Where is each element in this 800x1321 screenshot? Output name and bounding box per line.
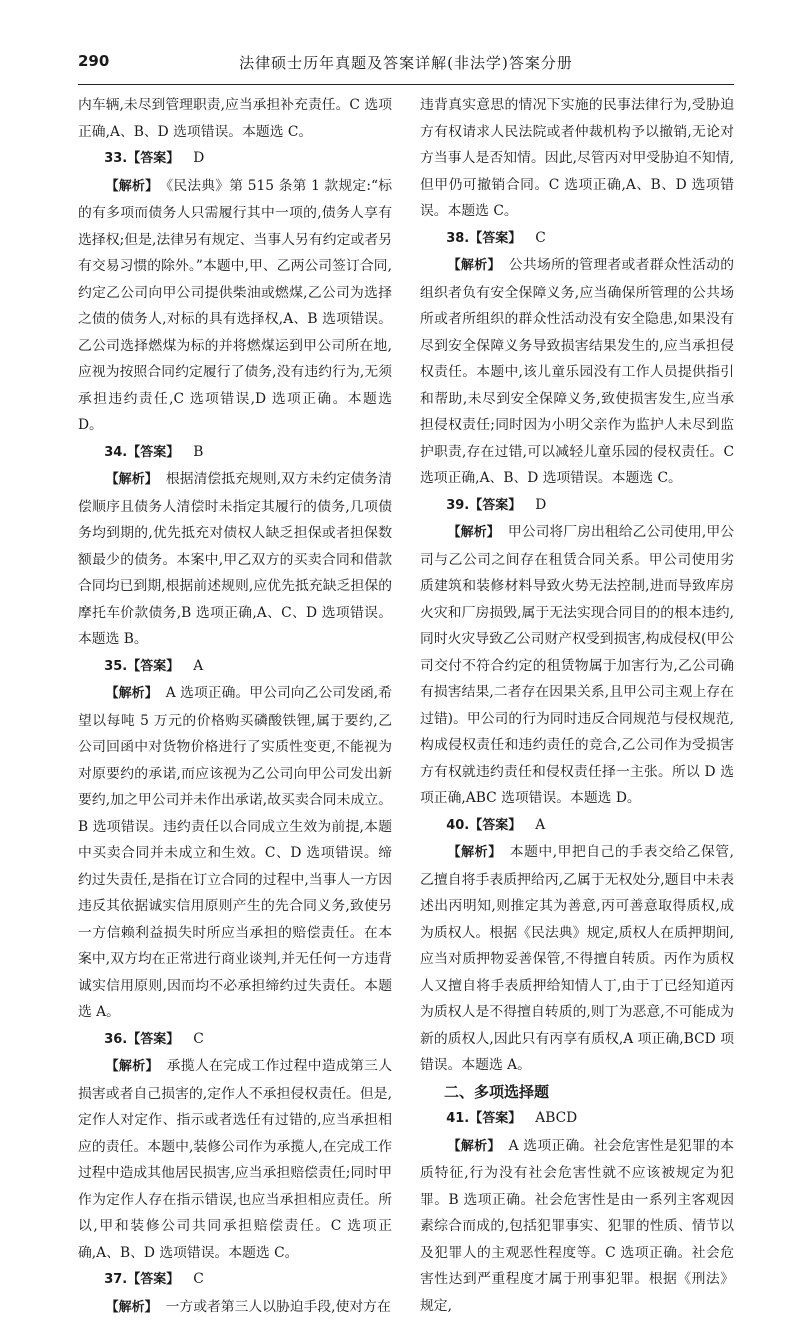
explanation-paragraph [420,1133,734,1320]
explanation-tag: 【解析】 [448,1139,501,1154]
explanation-tag: 【解析】 [106,1300,158,1315]
answer-value: A [535,817,545,833]
answer-line [420,812,734,840]
answer-value: B [193,444,203,460]
answer-label: 38.【答案】 [446,231,521,246]
explanation-paragraph [420,519,734,812]
paragraph-continued: 内车辆,未尽到管理职责,应当承担补充责任。C 选项正确,A、B、D 选项错误。本题选 C。 [78,92,392,145]
answer-label: 33.【答案】 [104,151,179,166]
answer-line [78,439,392,467]
explanation-paragraph [78,1294,392,1321]
explanation-paragraph [420,252,734,492]
answer-label: 37.【答案】 [104,1272,179,1287]
page-header [78,38,734,85]
right-column [420,92,734,1127]
explanation-text: 甲公司将厂房出租给乙公司使用,甲公司与乙公司之间存在租赁合同关系。甲公司使用劣质建筑和装修材料导致火势无法控制,进而导致库房火灾和厂房损毁,属于无法实现合同目的的根本违约,同时火灾导致乙公司财产权受到损害,构成侵权(甲公司交付不符合约定的租赁物属于加害行为,乙公司确有损害结果,二者存在因果关系,且甲公司主观上存在过错)。甲公司的行为同时违反合同规范与侵权规范,构成侵权责任和违约责任的竞合,乙公司作为受损害方有权就违约责任和侵权责任择一主张。所以 D 选项正确,ABC 选项错误。本题选 D。 [420,524,734,806]
explanation-tag: 【解析】 [448,845,502,860]
answer-value: ABCD [535,1110,577,1126]
answer-line [78,1266,392,1294]
explanation-tag: 【解析】 [448,258,501,273]
answer-line [420,225,734,253]
answer-label: 41.【答案】 [446,1111,521,1126]
explanation-paragraph [78,680,392,1026]
explanation-text: A 选项正确。甲公司向乙公司发函,希望以每吨 5 万元的价格购买磷酸铁锂,属于要约,乙公司回函中对货物价格进行了实质性变更,不能视为对原要约的承诺,而应该视为乙公司向甲公司发出新要约,加之甲公司并未作出承诺,故买卖合同未成立。B 选项错误。违约责任以合同成立生效为前提,本题中买卖合同并未成立和生效。C、D 选项错误。缔约过失责任,是指在订立合同的过程中,当事人一方因违反其依据诚实信用原则产生的先合同义务,致使另一方信赖利益损失时所应当承担的赔偿责任。在本案中,双方均在正常进行商业谈判,并无任何一方违背诚实信用原则,因而均不必承担缔约过失责任。本题选 A。 [78,685,392,1020]
answer-line [420,492,734,520]
explanation-tag: 【解析】 [106,472,158,487]
answer-label: 40.【答案】 [446,818,521,833]
explanation-text: 根据清偿抵充规则,双方未约定债务清偿顺序且债务人清偿时未指定其履行的债务,几项债务均到期的,优先抵充对债权人缺乏担保或者担保数额最少的债务。本案中,甲乙双方的买卖合同和借款合同均已到期,根据前述规则,应优先抵充缺乏担保的摩托车价款债务,B 选项正确,A、C、D 选项错误。本题选 B。 [78,471,392,647]
explanation-text: 承揽人在完成工作过程中造成第三人损害或者自己损害的,定作人不承担侵权责任。但是,定作人对定作、指示或者选任有过错的,应当承担相应的责任。本题中,装修公司作为承揽人,在完成工作过程中造成其他居民损害,应当承担赔偿责任;同时甲作为定作人存在指示错误,也应当承担相应责任。所以,甲和装修公司共同承担赔偿责任。C 选项正确,A、B、D 选项错误。本题选 C。 [78,1058,392,1261]
answer-value: A [193,658,203,674]
answer-value: C [535,230,546,246]
answer-line [78,1026,392,1054]
explanation-tag: 【解析】 [106,686,158,701]
answer-label: 35.【答案】 [104,659,179,674]
answer-line [420,1105,734,1133]
explanation-paragraph [420,839,734,1079]
left-column [78,92,392,1127]
explanation-paragraph [78,466,392,653]
explanation-text: 《民法典》第 515 条第 1 款规定:“标的有多项而债务人只需履行其中一项的,债务人享有选择权;但是,法律另有规定、当事人另有约定或者另有交易习惯的除外。”本题中,甲、乙两公司签订合同,约定乙公司向甲公司提供柴油或燃煤,乙公司为选择之债的债务人,对标的具有选择权,A、B 选项错误。乙公司选择燃煤为标的并将燃煤运到甲公司所在地,应视为按照合同约定履行了债务,没有违约行为,无须承担违约责任,C 选项错误,D 选项正确。本题选 D。 [78,178,392,434]
paragraph-continued: 违背真实意思的情况下实施的民事法律行为,受胁迫方有权请求人民法院或者仲裁机构予以撤销,无论对方当事人是否知情。因此,尽管丙对甲受胁迫不知情,但甲仍可撤销合同。C 选项正确,A、B、D 选项错误。本题选 C。 [420,92,734,225]
explanation-paragraph [78,173,392,439]
explanation-text: 一方或者第三人以胁迫手段,使对方在 [166,1299,391,1315]
explanation-tag: 【解析】 [106,179,159,194]
answer-value: C [193,1271,204,1287]
running-title: 法律硕士历年真题及答案详解(非法学)答案分册 [78,52,734,73]
explanation-tag: 【解析】 [106,1059,159,1074]
page-number: 290 [78,52,109,70]
section-heading: 二、多项选择题 [420,1079,734,1106]
explanation-text: 公共场所的管理者或者群众性活动的组织者负有安全保障义务,应当确保所管理的公共场所或者所组织的群众性活动没有安全隐患,如果没有尽到安全保障义务导致损害结果发生的,应当承担侵权责任。本题中,该儿童乐园没有工作人员提供指引和帮助,未尽到安全保障义务,致使损害发生,应当承担侵权责任;同时因为小明父亲作为监护人未尽到监护职责,存在过错,可以减轻儿童乐园的侵权责任。C 选项正确,A、B、D 选项错误。本题选 C。 [420,257,734,486]
explanation-text: 本题中,甲把自己的手表交给乙保管,乙擅自将手表质押给丙,乙属于无权处分,题目中未表述出丙明知,则推定其为善意,丙可善意取得质权,成为质权人。根据《民法典》规定,质权人在质押期间,应当对质押物妥善保管,不得擅自转质。丙作为质权人又擅自将手表质押给知情人丁,由于丁已经知道丙为质权人是不得擅自转质的,则丁为恶意,不可能成为新的质权人,因此只有丙享有质权,A 项正确,BCD 项错误。本题选 A。 [420,844,734,1073]
explanation-paragraph [78,1053,392,1266]
answer-label: 39.【答案】 [446,498,521,513]
text-columns [78,92,734,1127]
answer-label: 34.【答案】 [104,445,179,460]
answer-value: D [535,497,546,513]
answer-line [78,145,392,173]
answer-line [78,653,392,681]
answer-label: 36.【答案】 [104,1032,179,1047]
answer-value: C [193,1031,204,1047]
explanation-text: A 选项正确。社会危害性是犯罪的本质特征,行为没有社会危害性就不应该被规定为犯罪。B 选项正确。社会危害性是由一系列主客观因素综合而成的,包括犯罪事实、犯罪的性质、情节以及犯罪人的主观恶性程度等。C 选项正确。社会危害性达到严重程度才属于刑事犯罪。根据《刑法》规定, [420,1138,734,1314]
answer-value: D [193,150,204,166]
explanation-tag: 【解析】 [448,525,500,540]
